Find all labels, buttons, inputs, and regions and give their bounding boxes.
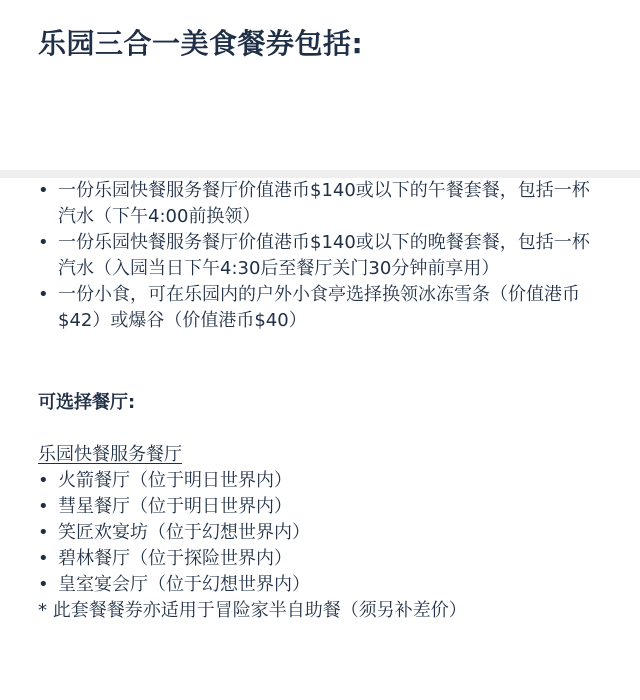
list-item: • 火箭餐厅（位于明日世界内）: [38, 468, 604, 494]
list-item: • 一份乐园快餐服务餐厅价值港币$140或以下的晚餐套餐，包括一杯汽水（入园当日下午4:30后至餐厅关门30分钟前享用）: [38, 230, 604, 282]
section-divider: [0, 170, 640, 178]
list-item: • 一份小食，可在乐园内的户外小食亭选择换领冰冻雪条（价值港币$42）或爆谷（价值港币$40）: [38, 282, 604, 334]
page-title: 乐园三合一美食餐券包括:: [38, 27, 364, 60]
list-item: • 一份乐园快餐服务餐厅价值港币$140或以下的午餐套餐，包括一杯汽水（下午4:00前换领）: [38, 178, 604, 230]
restaurants-heading: 可选择餐厅:: [38, 392, 136, 413]
list-item: • 皇室宴会厅（位于幻想世界内）: [38, 572, 604, 598]
quick-service-restaurants-link[interactable]: 乐园快餐服务餐厅: [38, 444, 182, 465]
list-item: • 彗星餐厅（位于明日世界内）: [38, 494, 604, 520]
footnote: * 此套餐餐券亦适用于冒险家半自助餐（须另补差价）: [38, 600, 467, 621]
list-item: • 碧林餐厅（位于探险世界内）: [38, 546, 604, 572]
list-item: • 笑匠欢宴坊（位于幻想世界内）: [38, 520, 604, 546]
restaurant-list: [38, 468, 604, 598]
content-area: [0, 178, 640, 624]
meal-inclusions-list: [38, 178, 604, 334]
page-header: [0, 0, 640, 170]
